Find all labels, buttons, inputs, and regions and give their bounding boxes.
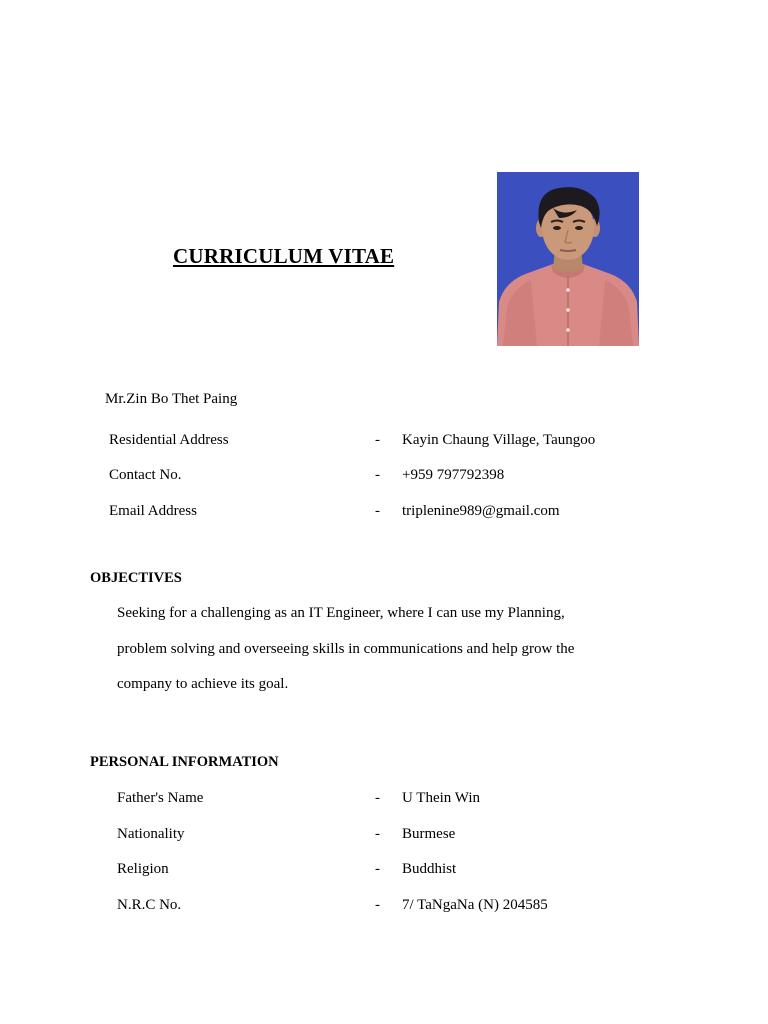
contact-separator: - <box>375 467 380 483</box>
objectives-heading: OBJECTIVES <box>90 570 182 586</box>
personal-label: Father's Name <box>117 790 204 806</box>
personal-label: Religion <box>117 861 169 877</box>
contact-label: Residential Address <box>109 432 229 448</box>
contact-separator: - <box>375 503 380 519</box>
contact-value: triplenine989@gmail.com <box>402 503 560 519</box>
contact-row-email-address <box>109 503 669 523</box>
document-title: CURRICULUM VITAE <box>173 244 395 268</box>
personal-separator: - <box>375 790 380 806</box>
personal-separator: - <box>375 897 380 913</box>
objectives-line: company to achieve its goal. <box>117 676 289 692</box>
personal-value: U Thein Win <box>402 790 481 806</box>
contact-label: Email Address <box>109 503 197 519</box>
personal-row-nationality <box>117 826 677 846</box>
personal-label: N.R.C No. <box>117 897 182 913</box>
objectives-line: problem solving and overseeing skills in communications and help grow the <box>117 641 575 657</box>
contact-row-contact-no <box>109 467 669 487</box>
personal-separator: - <box>375 826 380 842</box>
portrait-image <box>497 172 639 346</box>
personal-separator: - <box>375 861 380 877</box>
personal-value: 7/ TaNgaNa (N) 204585 <box>402 897 548 913</box>
contact-value: Kayin Chaung Village, Taungoo <box>402 432 596 448</box>
candidate-name: Mr.Zin Bo Thet Paing <box>105 391 238 407</box>
personal-value: Buddhist <box>402 861 457 877</box>
personal-row-fathers-name <box>117 790 677 810</box>
contact-separator: - <box>375 432 380 448</box>
contact-value: +959 797792398 <box>402 467 505 483</box>
contact-row-residential-address <box>109 432 669 452</box>
personal-row-religion <box>117 861 677 881</box>
personal-information-heading: PERSONAL INFORMATION <box>90 754 279 770</box>
personal-label: Nationality <box>117 826 185 842</box>
personal-value: Burmese <box>402 826 456 842</box>
objectives-line: Seeking for a challenging as an IT Engineer, where I can use my Planning, <box>117 605 565 621</box>
personal-row-nrc-no <box>117 897 677 917</box>
profile-photo <box>497 172 639 346</box>
contact-label: Contact No. <box>109 467 182 483</box>
